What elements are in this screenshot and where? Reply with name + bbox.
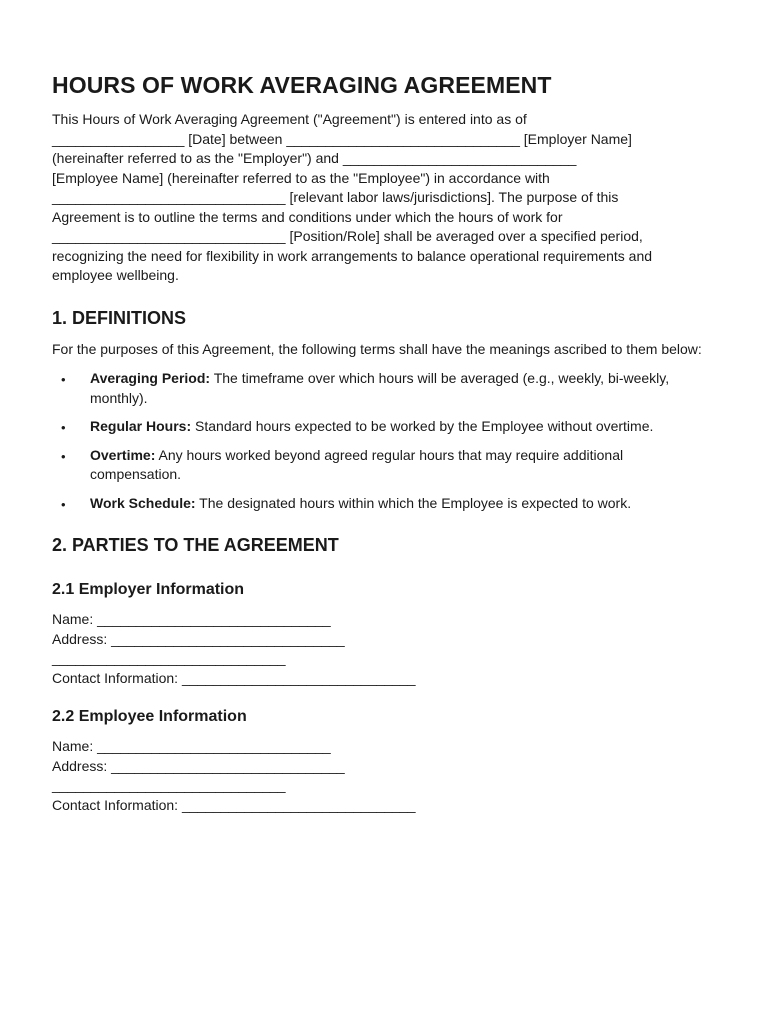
intro-line: (hereinafter referred to as the "Employer") and ______________________________ (52, 150, 577, 166)
employee-fields (52, 737, 732, 815)
bullet-icon: • (61, 420, 66, 435)
intro-paragraph (52, 110, 732, 286)
definition-term: Work Schedule: (90, 494, 196, 511)
subsection-heading-employee: 2.2 Employee Information (52, 708, 247, 725)
section-heading-parties: 2. PARTIES TO THE AGREEMENT (52, 535, 339, 555)
section-heading-definitions: 1. DEFINITIONS (52, 307, 187, 328)
employer-contact-field[interactable]: Contact Information: ______________________________ (52, 669, 416, 686)
intro-line: Agreement is to outline the terms and conditions under which the hours of work for (52, 208, 563, 225)
definition-term: Overtime: (90, 446, 156, 463)
definition-text: The designated hours within which the Employee is expected to work. (195, 494, 632, 511)
document-page (52, 70, 732, 815)
list-item (52, 417, 715, 437)
list-item (52, 446, 715, 485)
employee-address-field[interactable]: Address: ______________________________ (52, 757, 345, 774)
bullet-icon: • (61, 372, 66, 387)
employee-name-field[interactable]: Name: ______________________________ (52, 738, 331, 754)
intro-line: _________________ [Date] between ______________________________ [Employer Name] (52, 130, 632, 147)
intro-line: [Employee Name] (hereinafter referred to as the "Employee") in accordance with (52, 169, 550, 186)
document-title: HOURS OF WORK AVERAGING AGREEMENT (52, 72, 552, 98)
definition-text: Standard hours expected to be worked by the Employee without overtime. (191, 418, 654, 434)
list-item (52, 369, 715, 408)
subsection-heading-employer: 2.1 Employer Information (52, 581, 245, 598)
list-item (52, 494, 715, 514)
definitions-intro: For the purposes of this Agreement, the following terms shall have the meanings ascribed to them below: (52, 340, 702, 357)
intro-line: employee wellbeing. (52, 267, 179, 283)
employer-name-field[interactable]: Name: ______________________________ (52, 611, 331, 627)
intro-line: This Hours of Work Averaging Agreement ("Agreement") is entered into as of (52, 111, 527, 127)
definitions-list (52, 369, 732, 513)
employee-contact-field[interactable]: Contact Information: ______________________________ (52, 796, 416, 813)
bullet-icon: • (61, 496, 66, 512)
definition-term: Averaging Period: (90, 370, 211, 386)
employee-address-field-line2[interactable]: ______________________________ (52, 777, 286, 793)
definition-text: Any hours worked beyond agreed regular hours that may require additional compensation. (90, 446, 624, 482)
intro-line: ______________________________ [Position/Role] shall be averaged over a specified period, (52, 228, 643, 244)
bullet-icon: • (61, 448, 66, 464)
definition-text: The timeframe over which hours will be averaged (e.g., weekly, bi-weekly, monthly). (90, 370, 670, 406)
employer-fields (52, 610, 732, 688)
intro-line: recognizing the need for flexibility in work arrangements to balance operational requirements and (52, 247, 653, 264)
definition-term: Regular Hours: (90, 418, 192, 434)
employer-address-field[interactable]: Address: ______________________________ (52, 630, 345, 647)
intro-line: ______________________________ [relevant labor laws/jurisdictions]. The purpose of this (52, 189, 619, 205)
employer-address-field-line2[interactable]: ______________________________ (52, 650, 286, 666)
